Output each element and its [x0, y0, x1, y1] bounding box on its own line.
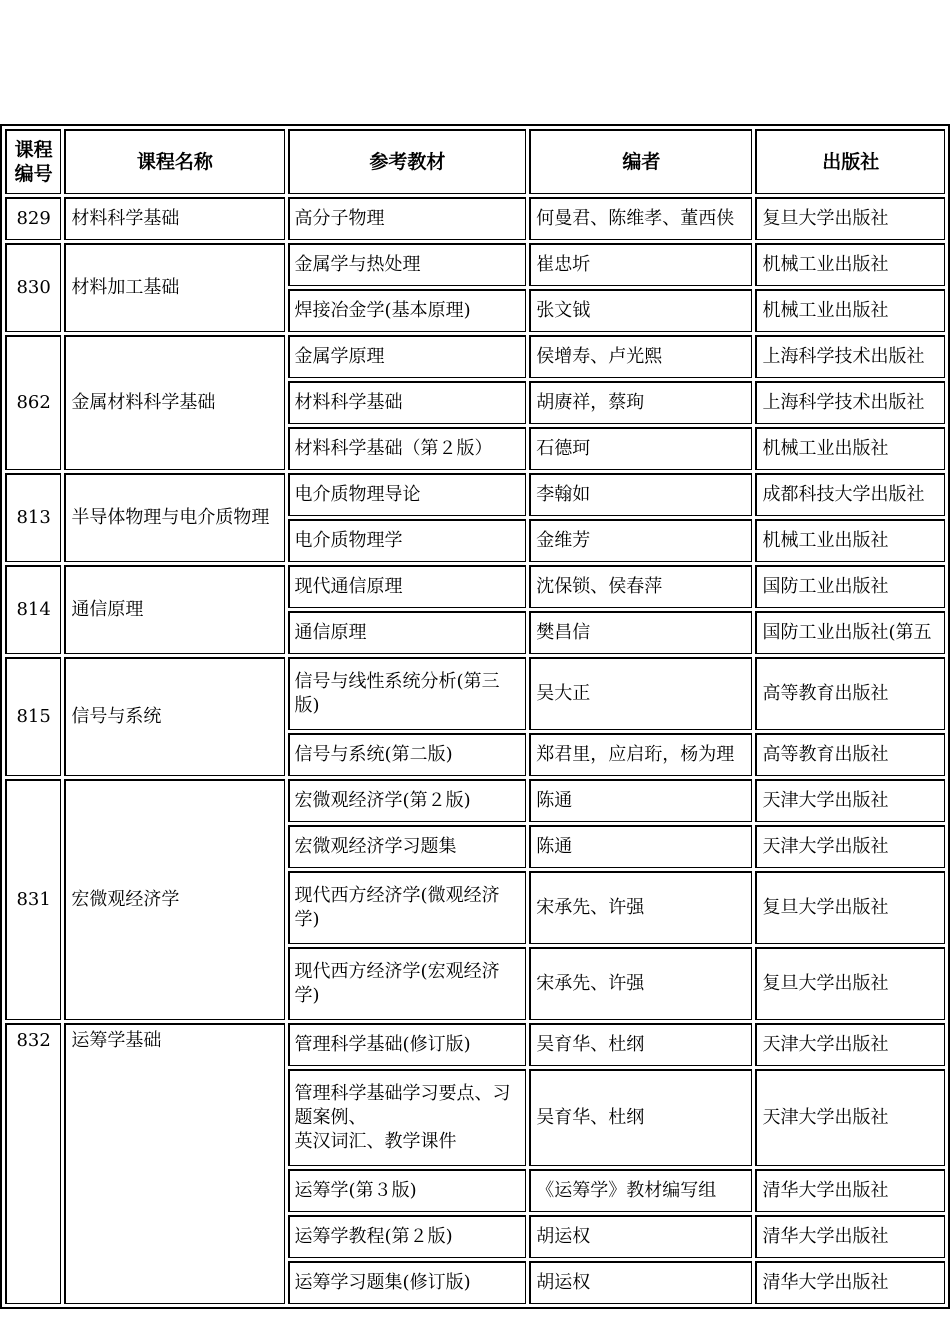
publisher-cell: 上海科学技术出版社 — [755, 381, 945, 424]
table-row — [5, 335, 945, 378]
author-cell: 《运筹学》教材编写组 — [529, 1169, 752, 1212]
publisher-cell: 清华大学出版社 — [755, 1215, 945, 1258]
publisher-cell: 国防工业出版社 — [755, 565, 945, 608]
table-row — [5, 197, 945, 240]
author-cell: 吴育华、杜纲 — [529, 1023, 752, 1066]
course-name-cell: 宏微观经济学 — [64, 779, 284, 1020]
course-name-cell: 信号与系统 — [64, 657, 284, 776]
course-name-cell: 材料加工基础 — [64, 243, 284, 332]
textbook-cell: 现代通信原理 — [288, 565, 527, 608]
textbook-cell: 运筹学教程(第２版) — [288, 1215, 527, 1258]
author-cell: 陈通 — [529, 825, 752, 868]
author-cell: 金维芳 — [529, 519, 752, 562]
publisher-cell: 国防工业出版社(第五 — [755, 611, 945, 654]
publisher-cell: 复旦大学出版社 — [755, 871, 945, 944]
header-author: 编者 — [529, 129, 752, 194]
course-code-cell: 815 — [5, 657, 61, 776]
textbook-cell: 金属学原理 — [288, 335, 527, 378]
publisher-cell: 天津大学出版社 — [755, 779, 945, 822]
textbook-cell: 材料科学基础（第２版） — [288, 427, 527, 470]
author-cell: 崔忠圻 — [529, 243, 752, 286]
publisher-cell: 天津大学出版社 — [755, 1069, 945, 1166]
table-header — [5, 129, 945, 194]
textbook-cell: 高分子物理 — [288, 197, 527, 240]
course-code-cell: 830 — [5, 243, 61, 332]
publisher-cell: 清华大学出版社 — [755, 1261, 945, 1304]
publisher-cell: 机械工业出版社 — [755, 289, 945, 332]
author-cell: 胡赓祥，蔡珣 — [529, 381, 752, 424]
table-row — [5, 473, 945, 516]
course-code-cell: 831 — [5, 779, 61, 1020]
course-name-cell: 运筹学基础 — [64, 1023, 284, 1304]
course-name-cell: 金属材料科学基础 — [64, 335, 284, 470]
author-cell: 胡运权 — [529, 1261, 752, 1304]
header-code-line1: 课程 — [14, 139, 53, 161]
course-code-cell: 813 — [5, 473, 61, 562]
textbook-cell: 焊接冶金学(基本原理) — [288, 289, 527, 332]
textbook-cell: 现代西方经济学(宏观经济学) — [288, 947, 527, 1020]
publisher-cell: 高等教育出版社 — [755, 733, 945, 776]
textbook-cell: 管理科学基础学习要点、习题案例、 英汉词汇、教学课件 — [288, 1069, 527, 1166]
course-code-cell: 829 — [5, 197, 61, 240]
author-cell: 沈保锁、侯春萍 — [529, 565, 752, 608]
textbook-cell: 运筹学(第３版) — [288, 1169, 527, 1212]
publisher-cell: 成都科技大学出版社 — [755, 473, 945, 516]
textbook-cell: 运筹学习题集(修订版) — [288, 1261, 527, 1304]
course-name-cell: 半导体物理与电介质物理 — [64, 473, 284, 562]
textbook-cell: 通信原理 — [288, 611, 527, 654]
course-code-cell: 814 — [5, 565, 61, 654]
textbook-cell: 电介质物理学 — [288, 519, 527, 562]
header-course-code — [5, 129, 61, 194]
course-code-cell: 832 — [5, 1023, 61, 1304]
header-row — [5, 129, 945, 194]
textbook-cell: 材料科学基础 — [288, 381, 527, 424]
table-row — [5, 565, 945, 608]
author-cell: 吴大正 — [529, 657, 752, 730]
table-row — [5, 657, 945, 730]
publisher-cell: 上海科学技术出版社 — [755, 335, 945, 378]
header-course-name: 课程名称 — [64, 129, 284, 194]
author-cell: 石德珂 — [529, 427, 752, 470]
table-row — [5, 779, 945, 822]
table-row — [5, 1023, 945, 1066]
author-cell: 胡运权 — [529, 1215, 752, 1258]
publisher-cell: 机械工业出版社 — [755, 243, 945, 286]
author-cell: 宋承先、许强 — [529, 947, 752, 1020]
publisher-cell: 机械工业出版社 — [755, 519, 945, 562]
textbook-cell: 宏微观经济学习题集 — [288, 825, 527, 868]
textbook-cell: 管理科学基础(修订版) — [288, 1023, 527, 1066]
author-cell: 樊昌信 — [529, 611, 752, 654]
publisher-cell: 复旦大学出版社 — [755, 197, 945, 240]
publisher-cell: 天津大学出版社 — [755, 1023, 945, 1066]
publisher-cell: 天津大学出版社 — [755, 825, 945, 868]
publisher-cell: 复旦大学出版社 — [755, 947, 945, 1020]
table-body — [5, 197, 945, 1304]
header-code-line2: 编号 — [14, 163, 53, 185]
textbook-cell: 金属学与热处理 — [288, 243, 527, 286]
course-name-cell: 通信原理 — [64, 565, 284, 654]
author-cell: 郑君里，应启珩，杨为理 — [529, 733, 752, 776]
author-cell: 侯增寿、卢光熙 — [529, 335, 752, 378]
header-textbook: 参考教材 — [288, 129, 527, 194]
course-name-cell: 材料科学基础 — [64, 197, 284, 240]
course-reference-table — [0, 124, 950, 1309]
author-cell: 李翰如 — [529, 473, 752, 516]
textbook-cell: 电介质物理导论 — [288, 473, 527, 516]
publisher-cell: 机械工业出版社 — [755, 427, 945, 470]
author-cell: 陈通 — [529, 779, 752, 822]
textbook-cell: 现代西方经济学(微观经济学) — [288, 871, 527, 944]
textbook-cell: 信号与线性系统分析(第三版) — [288, 657, 527, 730]
author-cell: 何曼君、陈维孝、董西侠 — [529, 197, 752, 240]
table-row — [5, 243, 945, 286]
textbook-cell: 信号与系统(第二版) — [288, 733, 527, 776]
author-cell: 张文钺 — [529, 289, 752, 332]
header-publisher: 出版社 — [755, 129, 945, 194]
course-code-cell: 862 — [5, 335, 61, 470]
author-cell: 吴育华、杜纲 — [529, 1069, 752, 1166]
publisher-cell: 高等教育出版社 — [755, 657, 945, 730]
author-cell: 宋承先、许强 — [529, 871, 752, 944]
textbook-cell: 宏微观经济学(第２版) — [288, 779, 527, 822]
publisher-cell: 清华大学出版社 — [755, 1169, 945, 1212]
